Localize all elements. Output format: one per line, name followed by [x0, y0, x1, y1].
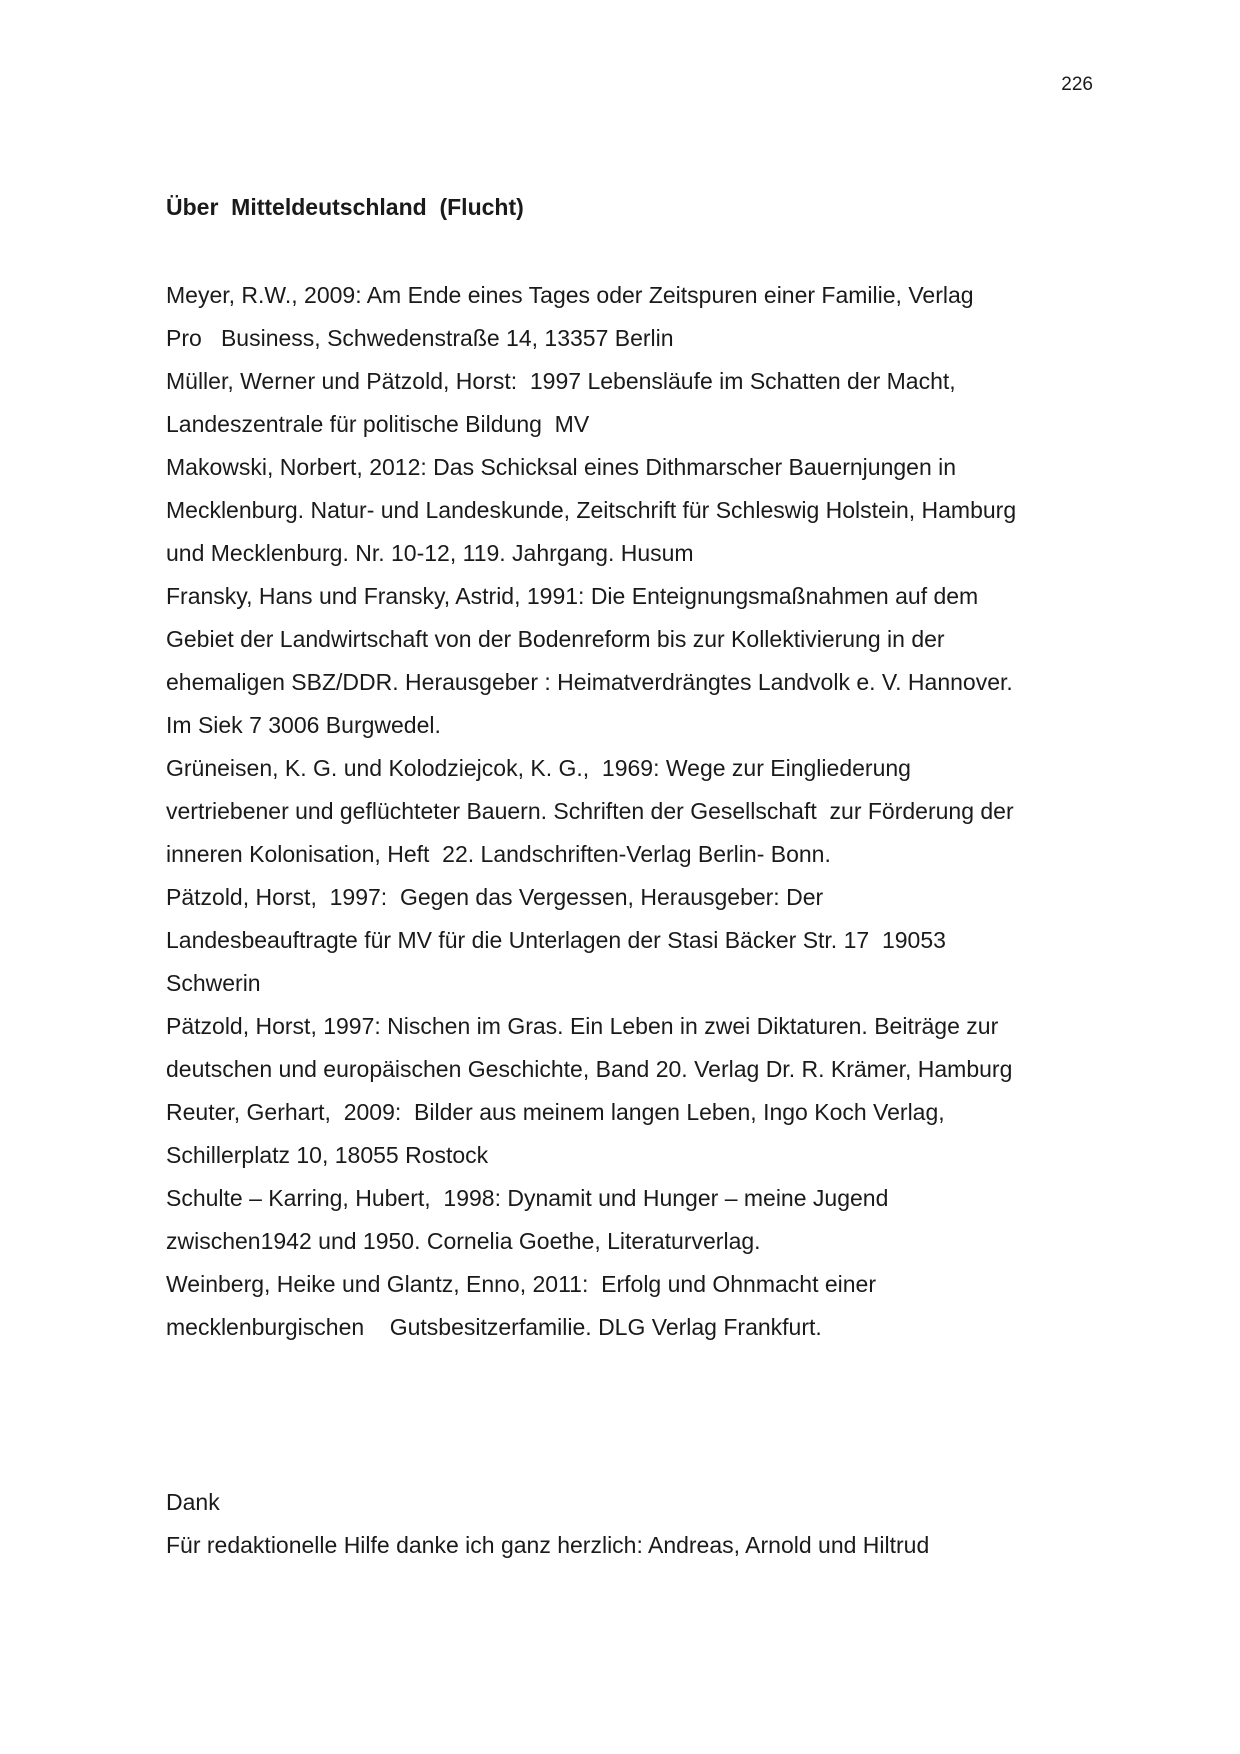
section-heading: Über Mitteldeutschland (Flucht)	[166, 194, 524, 220]
reference-line: vertriebener und geflüchteter Bauern. Schriften der Gesellschaft zur Förderung der	[166, 798, 1014, 824]
reference-line: Mecklenburg. Natur- und Landeskunde, Zeitschrift für Schleswig Holstein, Hamburg	[166, 497, 1017, 523]
reference-line: Landesbeauftragte für MV für die Unterlagen der Stasi Bäcker Str. 17 19053	[166, 927, 946, 953]
reference-list	[166, 274, 1106, 1349]
reference-line: Pro Business, Schwedenstraße 14, 13357 Berlin	[166, 325, 674, 351]
reference-line: und Mecklenburg. Nr. 10-12, 119. Jahrgang. Husum	[166, 540, 694, 566]
reference-line: Schulte – Karring, Hubert, 1998: Dynamit und Hunger – meine Jugend	[166, 1185, 889, 1211]
reference-line: Pätzold, Horst, 1997: Gegen das Vergessen, Herausgeber: Der	[166, 884, 824, 910]
reference-line: Weinberg, Heike und Glantz, Enno, 2011: Erfolg und Ohnmacht einer	[166, 1271, 877, 1297]
acknowledgements-heading: Dank	[166, 1489, 220, 1515]
reference-line: Fransky, Hans und Fransky, Astrid, 1991: Die Enteignungsmaßnahmen auf dem	[166, 583, 979, 609]
reference-line: Grüneisen, K. G. und Kolodziejcok, K. G., 1969: Wege zur Eingliederung	[166, 755, 911, 781]
reference-line: Im Siek 7 3006 Burgwedel.	[166, 712, 441, 738]
reference-line: Reuter, Gerhart, 2009: Bilder aus meinem langen Leben, Ingo Koch Verlag,	[166, 1099, 945, 1125]
reference-line: Pätzold, Horst, 1997: Nischen im Gras. Ein Leben in zwei Diktaturen. Beiträge zur	[166, 1013, 999, 1039]
reference-line: Landeszentrale für politische Bildung MV	[166, 411, 590, 437]
reference-line: Schillerplatz 10, 18055 Rostock	[166, 1142, 489, 1168]
reference-line: Schwerin	[166, 970, 261, 996]
reference-line: mecklenburgischen Gutsbesitzerfamilie. DLG Verlag Frankfurt.	[166, 1314, 822, 1340]
reference-line: ehemaligen SBZ/DDR. Herausgeber : Heimatverdrängtes Landvolk e. V. Hannover.	[166, 669, 1013, 695]
acknowledgements-text: Für redaktionelle Hilfe danke ich ganz herzlich: Andreas, Arnold und Hiltrud	[166, 1532, 930, 1558]
reference-line: zwischen1942 und 1950. Cornelia Goethe, Literaturverlag.	[166, 1228, 761, 1254]
reference-line: Meyer, R.W., 2009: Am Ende eines Tages oder Zeitspuren einer Familie, Verlag	[166, 282, 974, 308]
reference-line: Gebiet der Landwirtschaft von der Bodenreform bis zur Kollektivierung in der	[166, 626, 945, 652]
reference-line: Müller, Werner und Pätzold, Horst: 1997 Lebensläufe im Schatten der Macht,	[166, 368, 956, 394]
reference-line: inneren Kolonisation, Heft 22. Landschriften-Verlag Berlin- Bonn.	[166, 841, 831, 867]
reference-line: Makowski, Norbert, 2012: Das Schicksal eines Dithmarscher Bauernjungen in	[166, 454, 957, 480]
page-number: 226	[1061, 74, 1093, 95]
reference-line: deutschen und europäischen Geschichte, Band 20. Verlag Dr. R. Krämer, Hamburg	[166, 1056, 1013, 1082]
